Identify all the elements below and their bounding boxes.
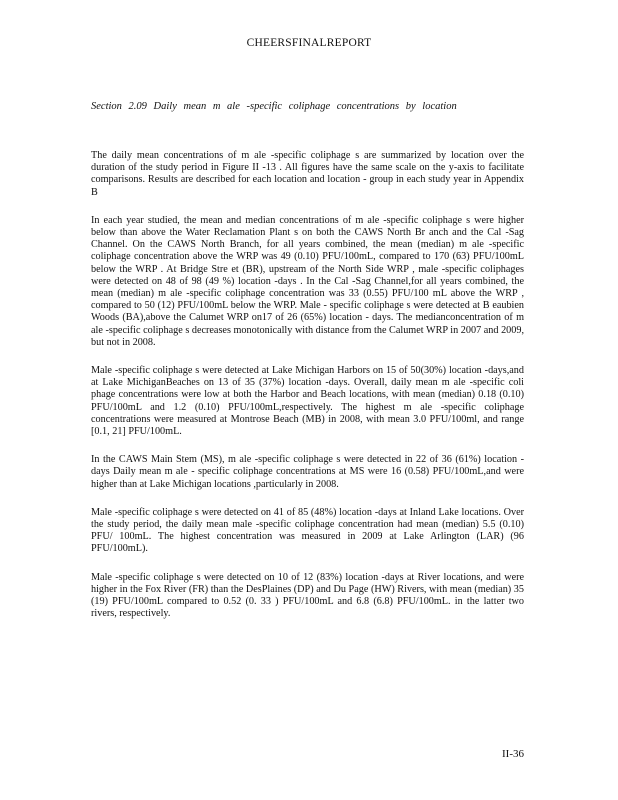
section-heading: Section 2.09 Daily mean m ale -specific coliphage concentrations by location [91, 101, 457, 112]
paragraph-overview: The daily mean concentrations of m ale -specific coliphage s are summarized by location over the duration of the study period in Figure II -13 . All figures have the same scale on the y-axis to facilitate comparisons. Results are described for each location and location - group in each study year in Appendix B [91, 150, 524, 198]
paragraph-wrp-comparison: In each year studied, the mean and median concentrations of m ale -specific coliphage s were higher below than above the Water Reclamation Plant s on both the CAWS North Br anch and the Cal -Sag Channel. On the CAWS North Branch, for all years combined, the mean (median) m ale -specific coliphage concentration above the WRP was 49 (0.10) PFU/100mL, compared to 170 (63) PFU/100mL below the WRP . At Bridge Stre et (BR), upstream of the North Side WRP , male -specific coliphages were detected on 48 of 98 (49 %) location -days . In the Cal -Sag Channel,for all years combined, the mean (median) m ale -specific coliphage concentration was 33 (0.55) PFU/100 mL above the WRP , compared to 50 (12) PFU/100mL below the WRP. Male - specific coliphage s were detected at B eaubien Woods (BA),above the Calumet WRP on17 of 26 (65%) location - days. The medianconcentration of m ale -specific coliphage s decreases monotonically with distance from the Calumet WRP in 2007 and 2009, but not in 2008. [91, 214, 524, 348]
report-header: CHEERSFINALREPORT [246, 37, 372, 49]
page-number: II-36 [502, 748, 524, 760]
paragraph-lake-michigan: Male -specific coliphage s were detected at Lake Michigan Harbors on 15 of 50(30%) location -days,and at Lake MichiganBeaches on 13 of 35 (37%) location -days. Overall, daily mean m ale -specific coli phage concentrations were low at both the Harbor and Beach locations, with mean (median) 0.18 (0.10) PFU/100mL and 1.2 (0.10) PFU/100mL,respectively. The highest m ale -specific coliphage concentrations were measured at Montrose Beach (MB) in 2008, with mean 3.0 PFU/100ml, and range [0.1, 21] PFU/100mL. [91, 365, 524, 438]
paragraph-caws-main-stem: In the CAWS Main Stem (MS), m ale -specific coliphage s were detected in 22 of 36 (61%) location -days Daily mean m ale - specific coliphage concentrations at MS were 16 (0.58) PFU/100mL,and were higher than at Lake Michigan locations ,particularly in 2008. [91, 454, 524, 490]
paragraph-inland-lakes: Male -specific coliphage s were detected on 41 of 85 (48%) location -days at Inland Lake locations. Over the study period, the daily mean male -specific coliphage concentration had mean (median) 5.5 (0.10) PFU/ 100mL. The highest concentration was measured in 2009 at Lake Arlington (LAR) (96 PFU/100mL). [91, 506, 524, 555]
paragraph-rivers: Male -specific coliphage s were detected on 10 of 12 (83%) location -days at River locations, and were higher in the Fox River (FR) than the DesPlaines (DP) and Du Page (HW) Rivers, with mean (median) 35 (19) PFU/100mL compared to 0.52 (0. 33 ) PFU/100mL and 6.8 (6.8) PFU/100mL. in the latter two rivers, respectively. [91, 571, 524, 620]
document-body [91, 150, 524, 637]
